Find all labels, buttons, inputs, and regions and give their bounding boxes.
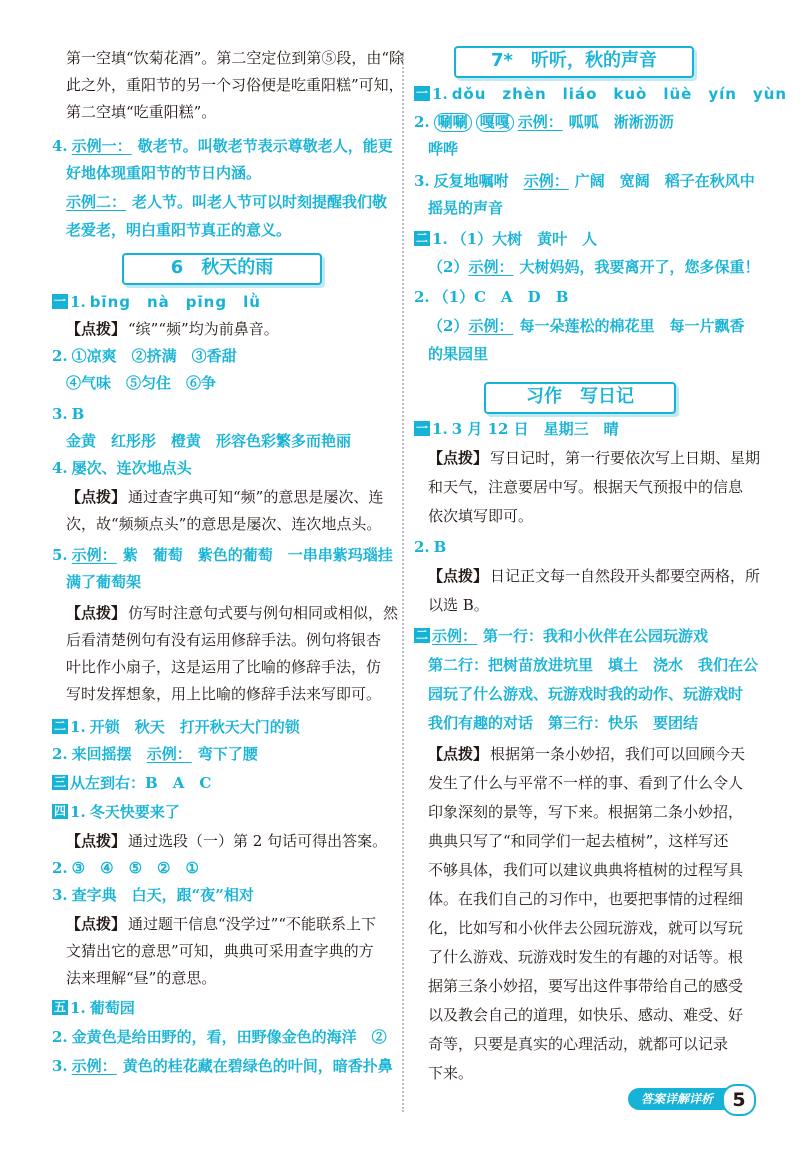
section-tag: 三 [54,775,67,789]
s2-answer-1: 二 1. （1）大树 黄叶 人 [416,230,598,248]
answer-2: 2. ①凉爽 ②挤满 ③香甜 [52,347,237,365]
text-line: 下来。 [428,1064,474,1082]
hint-1: 【点拨】 “缤”“频”均为前鼻音。 [66,320,279,338]
section-tag: 二 [54,719,67,733]
hint-3: 【点拨】 仿写时注意句式要与例句相同或相似，然 [66,604,399,622]
answer-text: 哗哗 [428,140,459,158]
answer-3: 3. 反复地嘱咐 示例： 广阔 宽阔 稻子在秋风中 [414,172,755,190]
text-line: 化，比如写和小伙伴去公园玩游戏，就可以写玩 [428,919,744,937]
text-line: 此之外，重阳节的另一个习俗便是吃重阳糕”可知， [66,76,404,94]
lesson-title-6: 6 秋天的雨 [122,253,322,285]
answer-5: 5. 示例： 紫 葡萄 紫色的葡萄 一串串紫玛瑙挂 [52,546,393,564]
answer-2: 2. 唰唰 嘎嘎 示例： 呱呱 淅淅沥沥 [414,113,674,131]
text-line: 了什么游戏、玩游戏时发生的有趣的对话等。根 [428,948,744,966]
text-line: 依次填写即可。 [428,507,534,525]
answer-text: 第二行：把树苗放进坑里 填土 浇水 我们在公 [428,656,759,674]
s2-answer-2b: （2）示例： 每一朵莲松的棉花里 每一片飘香 [428,317,745,335]
text-line: 据第三条小妙招，要写出这件事带给自己的感受 [428,977,744,995]
hint-2: 【点拨】 通过查字典可知“频”的意思是屡次、连 [66,488,384,506]
text-line: 第二空填“吃重阳糕”。 [66,103,217,121]
text-line: 次，故“频频点头”的意思是屡次、连次地点头。 [66,515,382,533]
text-line: 写时发挥想象，用上比喻的修辞手法来写即可。 [66,685,382,703]
text-line: 以选 B。 [428,596,489,614]
section-tag: 一 [416,421,429,435]
text-line: 和天气，注意要居中写。根据天气预报中的信息 [428,478,744,496]
section-tag: 二 [416,231,429,245]
w-answer-3: 二 示例： 第一行：我和小伙伴在公园玩游戏 [416,627,709,645]
text-line: 体。在我们自己的习作中，也要把事情的过程细 [428,890,744,908]
text-line: 发生了什么与平常不一样的事、看到了什么令人 [428,774,744,792]
text-line: 典典只写了“和同学们一起去植树”，这样写还 [428,832,729,850]
s1-answer-1: 一 1. bīng nà pīng lǜ [54,293,261,311]
answer-text: 我们有趣的对话 第三行：快乐 要团结 [428,714,699,732]
s1-answer-1: 一 1. dǒu zhèn liáo kuò lüè yín yùn [416,85,788,103]
s2-answer-1b: （2）示例： 大树妈妈，我要离开了，您多保重！ [428,258,760,276]
hint-1: 【点拨】 写日记时，第一行要依次写上日期、星期 [428,449,761,467]
s4-answer-1: 四 1. 冬天快要来了 [54,803,180,821]
text-line: 印象深刻的景等，写下来。根据第二条小妙招， [428,803,744,821]
page-number: 5 [722,1084,756,1116]
w-answer-1: 一 1. 3 月 12 日 星期三 晴 [416,420,619,438]
text-line: 奇等，只要是真实的心理活动，就都可以记录 [428,1035,729,1053]
text-line: 后看清楚例句有没有运用修辞手法。例句将银杏 [66,631,382,649]
text-line: 叶比作小扇子，这是运用了比喻的修辞手法，仿 [66,658,382,676]
text-line: 法来理解“昼”的意思。 [66,969,217,987]
text-line: 以及教会自己的道理，如快乐、感动、难受、好 [428,1006,744,1024]
circled-word: 唰唰 [434,113,472,132]
w-answer-2: 2. B [414,538,447,556]
section-tag: 五 [54,1000,67,1014]
s3-answer: 三 从左到右：B A C [54,774,212,792]
circled-word: 嘎嘎 [476,113,514,132]
s2-answer-1: 二 1. 开锁 秋天 打开秋天大门的锁 [54,718,300,736]
section-tag: 一 [416,86,429,100]
answer-text: ④气味 ⑤匀住 ⑥争 [66,374,217,392]
text-line: 不够具体，我们可以建议典典将植树的过程写具 [428,861,744,879]
answer-3: 3. B [52,405,85,423]
answer-text: 金黄 红彤彤 橙黄 形容色彩繁多而艳丽 [66,432,352,450]
answer-text: 摇晃的声音 [428,199,504,217]
s4-answer-3: 3. 查字典 白天，跟“夜”相对 [52,886,254,904]
answer-4: 4. 示例一： 敬老节。叫敬老节表示尊敬老人，能更 [52,137,393,155]
answer-4-example2: 示例二： 老人节。叫老人节可以时刻提醒我们敬 [66,193,388,211]
composition-title: 习作 写日记 [484,382,676,414]
section-tag: 二 [416,628,429,642]
s2-answer-2: 2. （1）C A D B [414,288,569,306]
s2-answer-2: 2. 来回摇摆 示例： 弯下了腰 [52,745,258,763]
footer-label: 答案详解详析 [628,1088,726,1110]
column-divider [402,52,404,1112]
hint-2: 【点拨】 日记正文每一自然段开头都要空两格，所 [428,567,761,585]
s4-answer-2: 2. ③ ④ ⑤ ② ① [52,859,199,877]
text-line: 第一空填“饮菊花酒”。第二空定位到第⑤段，由“除 [66,49,405,67]
answer-text: 园玩了什么游戏、玩游戏时我的动作、玩游戏时 [428,685,744,703]
s5-answer-2: 2. 金黄色是给田野的，看，田野像金色的海洋 ② [52,1028,387,1046]
section-tag: 四 [54,804,67,818]
hint-4: 【点拨】 通过选段（一）第 2 句话可得出答案。 [66,832,388,850]
answer-text: 满了葡萄架 [66,573,142,591]
hint-5: 【点拨】 通过题干信息“没学过”“不能联系上下 [66,915,377,933]
s5-answer-3: 3. 示例： 黄色的桂花藏在碧绿色的叶间，暗香扑鼻 [52,1057,393,1075]
lesson-title-7: 7* 听听，秋的声音 [454,46,694,78]
section-tag: 一 [54,294,67,308]
s5-answer-1: 五 1. 葡萄园 [54,999,135,1017]
answer-text: 老爱老，明白重阳节真正的意义。 [66,221,292,239]
text-line: 文猜出它的意思”可知，典典可采用查字典的方 [66,942,374,960]
answer-text: 好地体现重阳节的节日内涵。 [66,164,262,182]
answer-text: 的果园里 [428,345,489,363]
hint-3: 【点拨】 根据第一条小妙招，我们可以回顾今天 [428,745,746,763]
answer-4: 4. 屡次、连次地点头 [52,459,192,477]
